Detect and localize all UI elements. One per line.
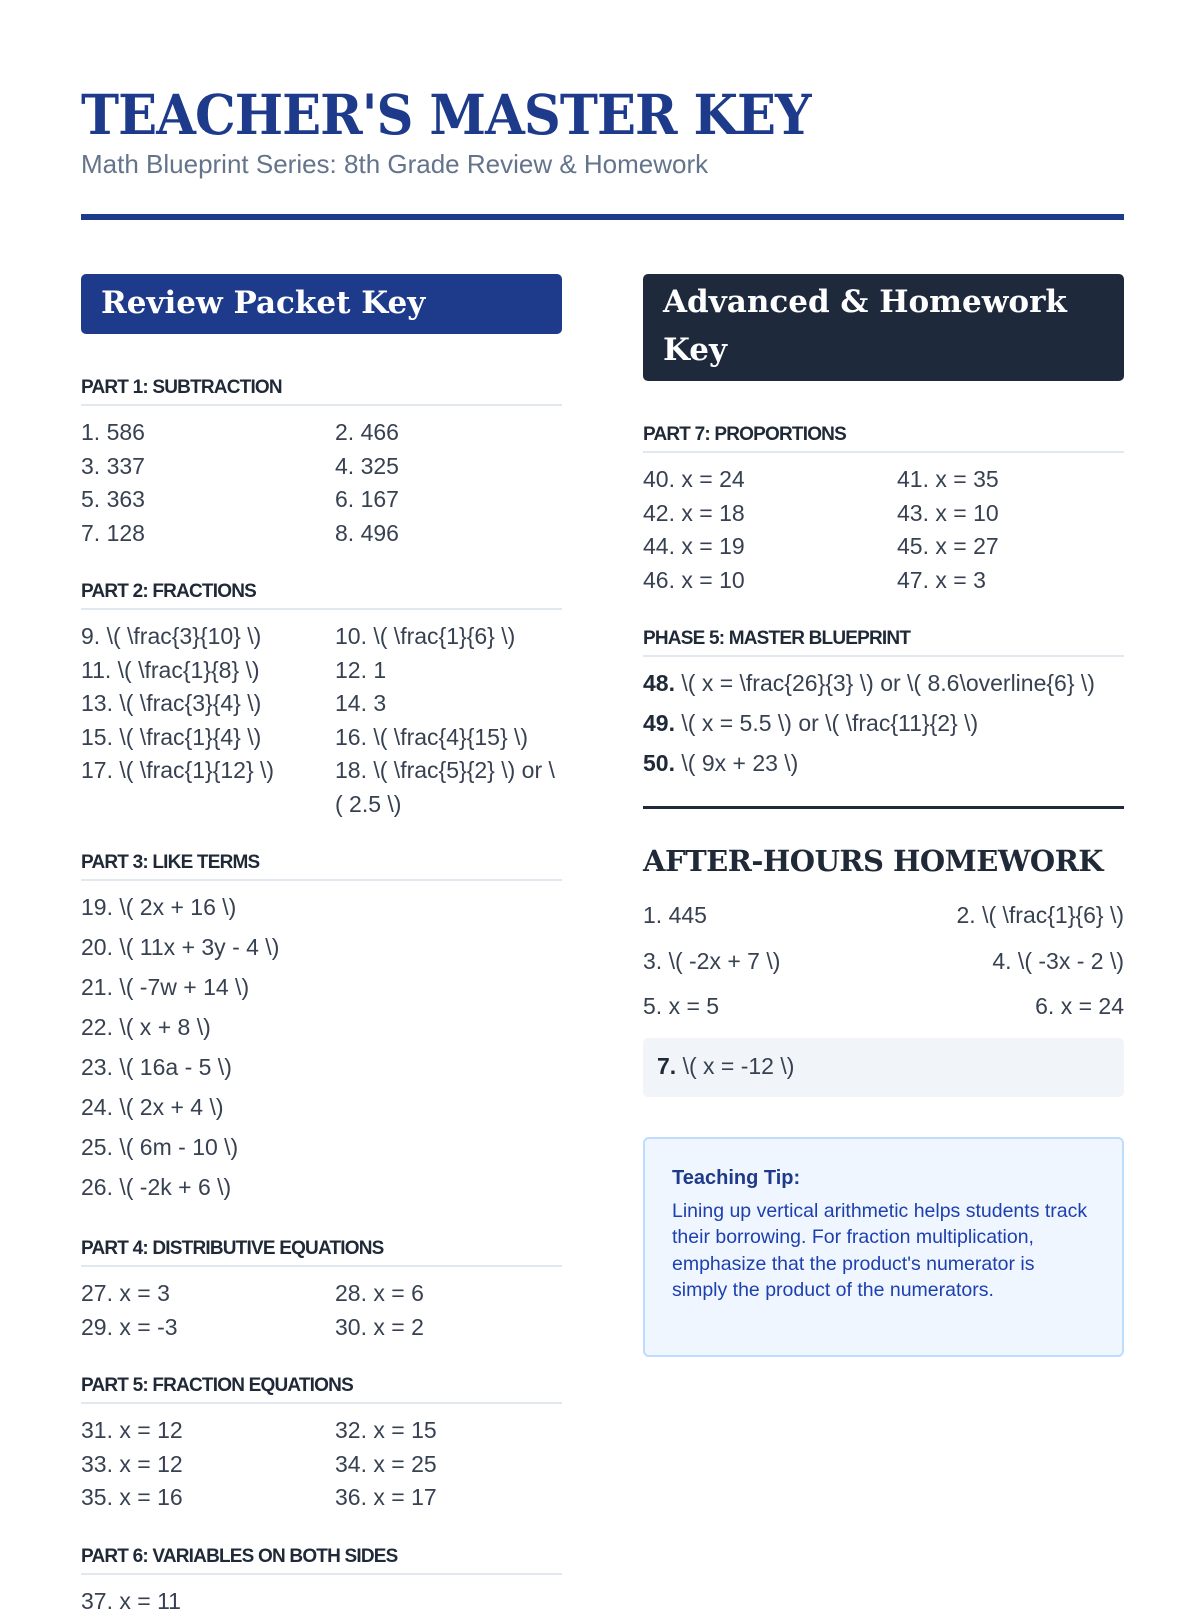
answer-item: 13. \( \frac{3}{4} \) xyxy=(81,687,335,721)
answer-item: 14. 3 xyxy=(335,687,562,721)
answer-list xyxy=(643,667,1124,780)
page-subtitle: Math Blueprint Series: 8th Grade Review & Homework xyxy=(81,146,1124,182)
answer-item: 26. \( -2k + 6 \) xyxy=(81,1167,562,1207)
answer-item: 31. x = 12 xyxy=(81,1414,335,1448)
answer-number: 49. xyxy=(643,710,675,736)
answer-text: \( x = 5.5 \) or \( \frac{11}{2} \) xyxy=(675,710,978,736)
answer-number: 7. xyxy=(657,1053,676,1079)
answer-list xyxy=(81,887,562,1207)
homework-item: 4. \( -3x - 2 \) xyxy=(884,945,1125,979)
answer-item: 9. \( \frac{3}{10} \) xyxy=(81,620,335,654)
answer-item: 22. \( x + 8 \) xyxy=(81,1007,562,1047)
answer-item: 7. 128 xyxy=(81,517,335,551)
section-distributive xyxy=(81,1237,562,1344)
answer-grid xyxy=(643,463,1124,597)
answer-item: 11. \( \frac{1}{8} \) xyxy=(81,654,335,688)
answer-item: 17. \( \frac{1}{12} \) xyxy=(81,754,335,821)
answer-grid xyxy=(81,1277,562,1344)
answer-item: 37. x = 11 xyxy=(81,1585,335,1618)
answer-item: 24. \( 2x + 4 \) xyxy=(81,1087,562,1127)
answer-item: 41. x = 35 xyxy=(897,463,1124,497)
teaching-tip-heading: Teaching Tip: xyxy=(672,1165,1095,1191)
answer-item: 18. \( \frac{5}{2} \) or \( 2.5 \) xyxy=(335,754,562,821)
section-like-terms xyxy=(81,851,562,1207)
answer-item: 47. x = 3 xyxy=(897,564,1124,598)
homework-item: 6. x = 24 xyxy=(884,990,1125,1024)
teaching-tip-body: Lining up vertical arithmetic helps students track their borrowing. For fraction multiplication, emphasize that the product's numerator is simply the product of the numerators. xyxy=(672,1198,1095,1304)
homework-item: 2. \( \frac{1}{6} \) xyxy=(884,899,1125,933)
answer-item: 21. \( -7w + 14 \) xyxy=(81,967,562,1007)
answer-item: 35. x = 16 xyxy=(81,1481,335,1515)
answer-item: 6. 167 xyxy=(335,483,562,517)
answer-number: 48. xyxy=(643,670,675,696)
answer-grid xyxy=(81,1414,562,1515)
homework-title: AFTER-HOURS HOMEWORK xyxy=(643,843,1124,879)
page-header xyxy=(81,80,1124,182)
answer-item: 30. x = 2 xyxy=(335,1311,562,1345)
header-divider xyxy=(81,214,1124,220)
answer-item: 33. x = 12 xyxy=(81,1448,335,1482)
answer-item: 12. 1 xyxy=(335,654,562,688)
section-proportions xyxy=(643,423,1124,597)
answer-item: 28. x = 6 xyxy=(335,1277,562,1311)
answer-item: 42. x = 18 xyxy=(643,497,897,531)
answer-item: 40. x = 24 xyxy=(643,463,897,497)
answer-item: 19. \( 2x + 16 \) xyxy=(81,887,562,927)
answer-item xyxy=(643,667,1124,700)
answer-item: 8. 496 xyxy=(335,517,562,551)
review-packet-banner: Review Packet Key xyxy=(81,274,562,334)
section-heading: PHASE 5: MASTER BLUEPRINT xyxy=(643,627,1124,657)
answer-text: \( x = \frac{26}{3} \) or \( 8.6\overline{6} \) xyxy=(675,670,1095,696)
section-master-blueprint xyxy=(643,627,1124,780)
answer-number: 50. xyxy=(643,750,675,776)
answer-item: 2. 466 xyxy=(335,416,562,450)
answer-item: 29. x = -3 xyxy=(81,1311,335,1345)
section-fractions xyxy=(81,580,562,821)
answer-item: 20. \( 11x + 3y - 4 \) xyxy=(81,927,562,967)
answer-item xyxy=(643,707,1124,740)
homework-boxed-item xyxy=(643,1038,1124,1097)
answer-item: 45. x = 27 xyxy=(897,530,1124,564)
section-heading: PART 7: PROPORTIONS xyxy=(643,423,1124,453)
section-heading: PART 3: LIKE TERMS xyxy=(81,851,562,881)
answer-item xyxy=(643,747,1124,780)
answer-item: 10. \( \frac{1}{6} \) xyxy=(335,620,562,654)
answer-item: 15. \( \frac{1}{4} \) xyxy=(81,721,335,755)
answer-item: 4. 325 xyxy=(335,450,562,484)
homework-item: 5. x = 5 xyxy=(643,990,884,1024)
section-heading: PART 2: FRACTIONS xyxy=(81,580,562,610)
answer-grid xyxy=(81,416,562,550)
answer-text: \( x = -12 \) xyxy=(676,1053,794,1079)
teaching-tip-box xyxy=(643,1137,1124,1357)
answer-item: 46. x = 10 xyxy=(643,564,897,598)
answer-item: 44. x = 19 xyxy=(643,530,897,564)
homework-item: 1. 445 xyxy=(643,899,884,933)
advanced-homework-banner: Advanced & Homework Key xyxy=(643,274,1124,381)
answer-item: 25. \( 6m - 10 \) xyxy=(81,1127,562,1167)
advanced-homework-column xyxy=(643,274,1124,1357)
review-packet-column xyxy=(81,274,562,1618)
answer-item: 34. x = 25 xyxy=(335,1448,562,1482)
section-fraction-equations xyxy=(81,1374,562,1515)
section-heading: PART 1: SUBTRACTION xyxy=(81,376,562,406)
section-heading: PART 5: FRACTION EQUATIONS xyxy=(81,1374,562,1404)
section-heading: PART 4: DISTRIBUTIVE EQUATIONS xyxy=(81,1237,562,1267)
answer-item: 3. 337 xyxy=(81,450,335,484)
section-subtraction xyxy=(81,376,562,550)
answer-grid xyxy=(81,620,562,821)
answer-item: 32. x = 15 xyxy=(335,1414,562,1448)
answer-item: 1. 586 xyxy=(81,416,335,450)
answer-item: 16. \( \frac{4}{15} \) xyxy=(335,721,562,755)
section-variables-both-sides xyxy=(81,1545,562,1618)
homework-grid xyxy=(643,899,1124,1024)
answer-item: 5. 363 xyxy=(81,483,335,517)
page-title: TEACHER'S MASTER KEY xyxy=(81,80,1051,150)
homework-divider xyxy=(643,806,1124,809)
answer-text: \( 9x + 23 \) xyxy=(675,750,798,776)
section-heading: PART 6: VARIABLES ON BOTH SIDES xyxy=(81,1545,562,1575)
answer-item: 23. \( 16a - 5 \) xyxy=(81,1047,562,1087)
answer-item: 36. x = 17 xyxy=(335,1481,562,1515)
answer-item: 43. x = 10 xyxy=(897,497,1124,531)
answer-grid xyxy=(81,1585,562,1618)
answer-item: 27. x = 3 xyxy=(81,1277,335,1311)
homework-item: 3. \( -2x + 7 \) xyxy=(643,945,884,979)
